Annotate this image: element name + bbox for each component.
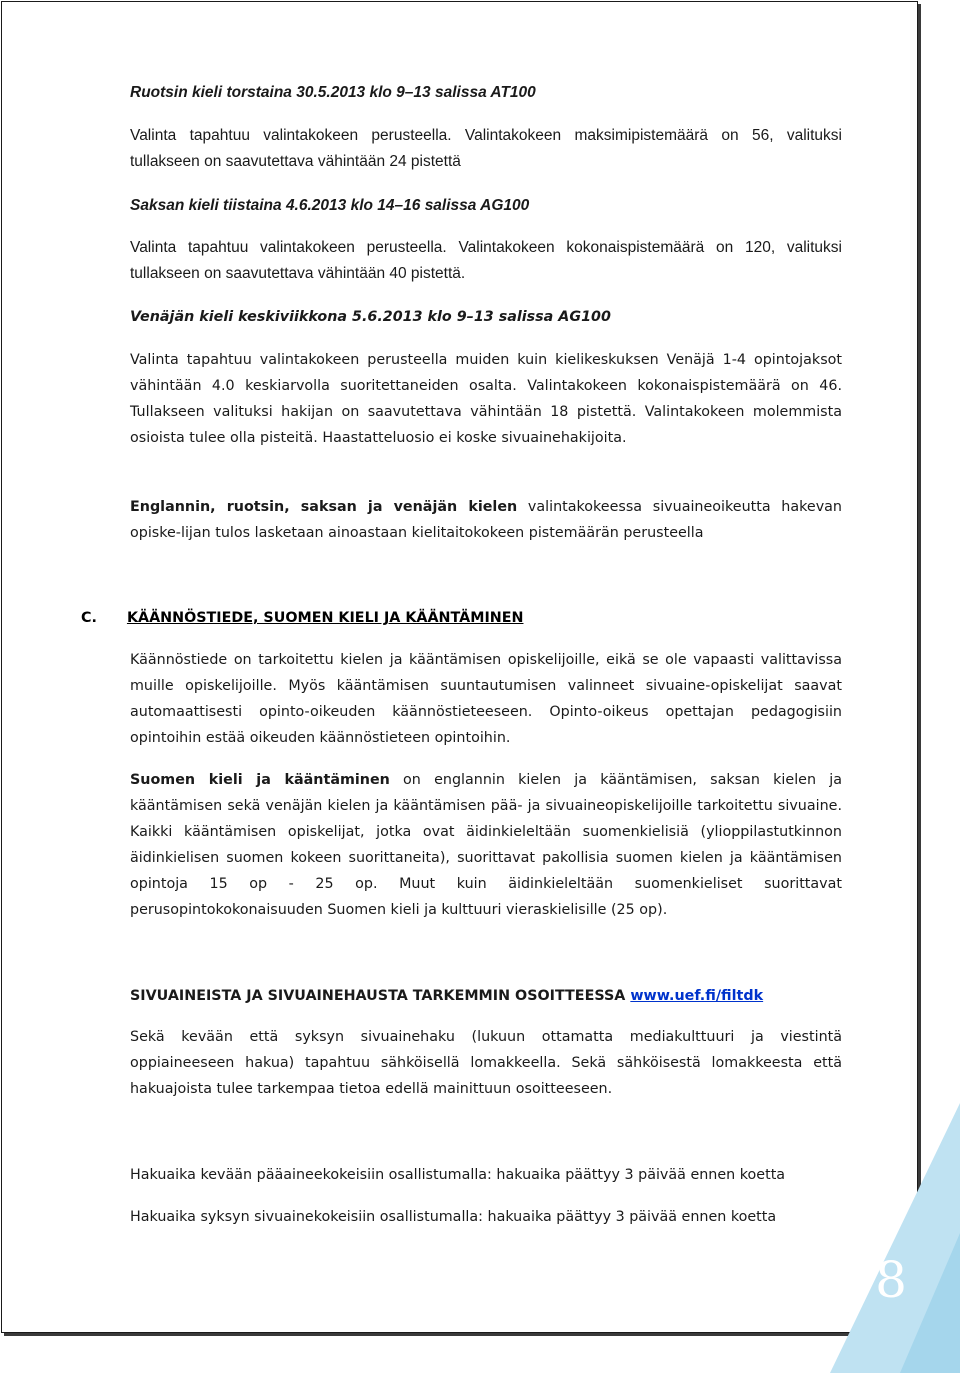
- page-number: 8: [875, 1251, 907, 1309]
- section-c-heading: [81, 605, 523, 631]
- section-c-title: KÄÄNNÖSTIEDE, SUOMEN KIELI JA KÄÄNTÄMINEN: [126, 610, 524, 626]
- suomen-kieli-text: on englannin kielen ja kääntämisen, saksan kielen ja kääntämisen sekä venäjän kielen ja kääntämisen pää- ja sivuaineopiskelijoille tarkoitettu sivuaine. Kaikki kääntämisen opiskelijat, jotka ovat äidinkieleltään suomenkielisiä (ylioppilastutkinnon äidinkielisen suomen kokeen suorittaneita), suorittavat pakollisia suomen kielen ja kääntämisen opintoja 15 op - 25 op. Muut kuin äidinkieleltään suomenkieliset suorittavat perusopintokokonaisuuden Suomen kieli ja kulttuuri vieraskielisille (25 op).: [130, 772, 842, 918]
- ruotsi-heading: Ruotsin kieli torstaina 30.5.2013 klo 9–13 salissa AT100: [130, 84, 536, 101]
- hakuaika-syksy: Hakuaika syksyn sivuainekokeisiin osallistumalla: hakuaika päättyy 3 päivää ennen koetta: [130, 1209, 777, 1225]
- suomen-kieli-paragraph: [130, 767, 842, 923]
- saksa-heading: Saksan kieli tiistaina 4.6.2013 klo 14–16 salissa AG100: [130, 197, 530, 214]
- saksa-text: Valinta tapahtuu valintakokeen perusteella. Valintakokeen kokonaispistemäärä on 120, valituksi tullakseen on saavutettava vähintään 40 pistettä.: [130, 239, 842, 282]
- sivuaine-text: Sekä kevään että syksyn sivuainehaku (lukuun ottamatta mediakulttuuri ja viestintä oppiaineeseen hakua) tapahtuu sähköisellä lomakkeella. Sekä sähköisestä lomakkeesta että hakuajoista tulee tarkempaa tietoa edellä mainittuun osoitteeseen.: [130, 1029, 842, 1097]
- kaannostiede-text: Käännöstiede on tarkoitettu kielen ja kääntämisen opiskelijoille, eikä se ole vapaasti valittavissa muille opiskelijoille. Myös kääntämisen suuntautumisen valinneet sivuaine-opiskelijat saavat automaattisesti opinto-oikeuden käännöstieteeseen. Opinto-oikeus opettajan pedagogisiin opintoihin estää oikeuden käännöstieteen opintoihin.: [130, 652, 842, 746]
- section-c-letter: C.: [81, 610, 97, 626]
- venaja-heading: Venäjän kieli keskiviikkona 5.6.2013 klo 9–13 salissa AG100: [130, 309, 611, 325]
- sivuaine-heading-text: SIVUAINEISTA JA SIVUAINEHAUSTA TARKEMMIN OSOITTEESSA: [130, 988, 631, 1004]
- englanti-text: valintakokeessa sivuaineoikeutta hakevan opiske-lijan tulos lasketaan ainoastaan kielitaitokokeen pistemäärän perusteella: [130, 499, 842, 541]
- englanti-paragraph: [130, 494, 842, 546]
- suomen-kieli-bold: Suomen kieli ja kääntäminen: [130, 772, 390, 788]
- sivuaine-heading: [130, 983, 842, 1009]
- filtdk-link[interactable]: www.uef.fi/filtdk: [630, 988, 764, 1004]
- ruotsi-text: Valinta tapahtuu valintakokeen perusteella. Valintakokeen maksimipistemäärä on 56, valituksi tullakseen on saavutettava vähintään 24 pistettä: [130, 127, 842, 170]
- venaja-text: Valinta tapahtuu valintakokeen perusteella muiden kuin kielikeskuksen Venäjä 1-4 opintojaksot vähintään 4.0 keskiarvolla suoritettaneiden osalta. Valintakokeen kokonaispistemäärä on 46. Tullakseen valituksi hakijan on saavutettava vähintään 18 pistettä. Valintakokeen molemmista osioista tulee olla pisteitä. Haastatteluosio ei koske sivuainehakijoita.: [130, 352, 842, 446]
- hakuaika-kevat: Hakuaika kevään pääaineekokeisiin osallistumalla: hakuaika päättyy 3 päivää ennen koetta: [130, 1167, 786, 1183]
- englanti-bold: Englannin, ruotsin, saksan ja venäjän kielen: [130, 499, 518, 515]
